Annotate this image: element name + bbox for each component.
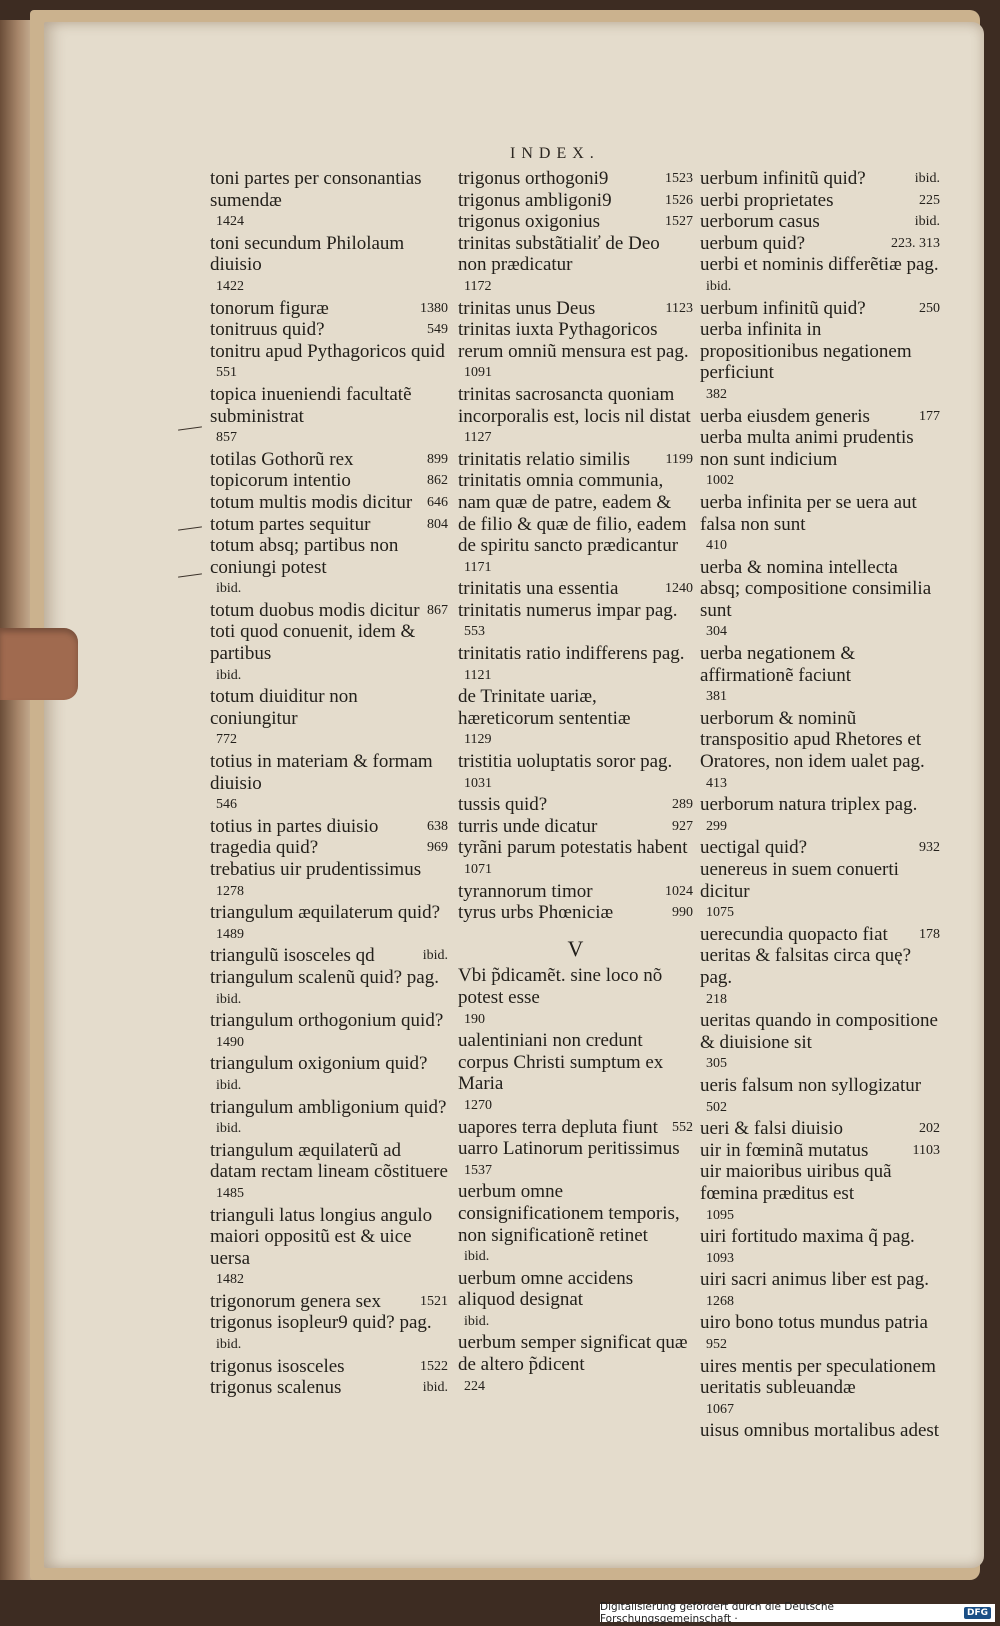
entry-page-ref: 1091: [464, 365, 492, 381]
entry-term: uenereus in suem conuerti dicitur: [700, 859, 899, 902]
entry-term: tonorum figuræ: [210, 297, 329, 319]
index-entry: [700, 319, 940, 405]
entry-page-ref: 1075: [706, 905, 734, 921]
entry-term: de Trinitate uariæ, hæreticorum sententiæ: [458, 686, 631, 729]
index-entry: [210, 859, 448, 902]
index-entry: [458, 1181, 693, 1267]
entry-term: trigonus orthogoni9: [458, 168, 609, 189]
entry-page-ref: 551: [216, 365, 237, 381]
entry-term: trigonus oxigonius: [458, 211, 600, 233]
entry-term: uerbum infinitũ quid?: [700, 297, 866, 319]
entry-page-ref: 1422: [216, 278, 244, 294]
index-entry: [210, 1312, 448, 1355]
entry-term: trebatius uir prudentissimus: [210, 859, 422, 880]
entry-term: uectigal quid?: [700, 837, 808, 859]
index-entry: [700, 1075, 940, 1118]
entry-page-ref: 1024: [665, 883, 693, 899]
entry-term: trinitatis omnia communia, nam quæ de patre, eadem & de filio & quæ de filio, eadem de spiritu sancto prædicantur: [458, 470, 687, 557]
entry-page-ref: 1240: [665, 581, 693, 597]
index-entry: [210, 1356, 448, 1378]
index-entry: [210, 470, 448, 492]
index-entry: [458, 751, 693, 794]
entry-page-ref: ibid.: [216, 1077, 242, 1093]
entry-term: totum multis modis dicitur: [210, 491, 413, 513]
entry-page-ref: 1482: [216, 1272, 244, 1288]
entry-term: uerbum quid?: [700, 232, 806, 254]
entry-page-ref: 1490: [216, 1034, 244, 1050]
index-entry: [458, 686, 693, 751]
section-letter-v: V: [567, 935, 584, 961]
entry-page-ref: 289: [672, 797, 693, 813]
entry-term: trigonus isopleur9 quid? pag.: [210, 1312, 432, 1334]
entry-term: totius in partes diuisio: [210, 815, 379, 837]
entry-term: uerba infinita in propositionibus negationem perficiunt: [700, 319, 912, 384]
index-entry: [210, 837, 448, 859]
entry-term: uerborum & nominũ transpositio apud Rhetores et Oratores, non idem ualet pag.: [700, 707, 925, 773]
index-entry: [700, 837, 940, 859]
entry-term: triangulum oxigonium quid?: [210, 1053, 428, 1075]
index-entry: [700, 1140, 940, 1162]
index-entry: [700, 406, 940, 428]
index-entry: [458, 298, 693, 320]
entry-page-ref: 862: [427, 473, 448, 489]
entry-page-ref: 1172: [464, 278, 492, 294]
index-entry: [458, 1117, 693, 1139]
entry-page-ref: 1093: [706, 1250, 734, 1266]
entry-page-ref: 1485: [216, 1185, 244, 1201]
index-entry: [458, 816, 693, 838]
entry-page-ref: 1103: [912, 1142, 940, 1158]
entry-term: tussis quid?: [458, 794, 548, 816]
entry-term: uerborum casus: [700, 211, 820, 233]
entry-term: uerba multa animi prudentis non sunt indicium: [700, 427, 914, 470]
entry-page-ref: 1537: [464, 1162, 492, 1178]
entry-term: uerbi et nominis differẽtiæ pag.: [700, 254, 939, 276]
index-entry: [210, 341, 448, 384]
index-entry: [700, 1356, 940, 1421]
entry-term: ueritas quando in compositione & diuisione sit: [700, 1010, 938, 1053]
book-clasp: [0, 628, 78, 700]
entry-term: triangulum æquilaterũ ad datam rectam lineam cõstituere: [210, 1139, 448, 1183]
index-entry: [210, 168, 448, 233]
index-entry: [700, 1312, 940, 1355]
entry-page-ref: ibid.: [216, 581, 242, 597]
entry-page-ref: 1171: [464, 559, 492, 575]
entry-page-ref: 1489: [216, 926, 244, 942]
entry-page-ref: ibid.: [914, 214, 940, 230]
entry-term: triangulum æquilaterum quid?: [210, 902, 441, 924]
index-column-middle-t: [458, 168, 693, 924]
entry-page-ref: 304: [706, 624, 727, 640]
entry-term: uisus omnibus mortalibus adest: [700, 1420, 940, 1442]
index-column-left: [210, 168, 448, 1399]
index-entry: [700, 1269, 940, 1312]
entry-page-ref: 1526: [665, 192, 693, 208]
index-entry: [458, 1332, 693, 1397]
entry-page-ref: 1095: [706, 1207, 734, 1223]
entry-term: uir maioribus uiribus quã fœmina præditus est: [700, 1161, 892, 1204]
entry-page-ref: 1129: [464, 732, 492, 748]
index-entry: [458, 965, 693, 1030]
dfg-logo: DFG: [964, 1607, 991, 1619]
entry-page-ref: 772: [216, 732, 237, 748]
entry-term: topicorum intentio: [210, 470, 351, 492]
entry-term: tyrannorum timor: [458, 880, 593, 902]
entry-page-ref: 1527: [665, 214, 693, 230]
entry-term: totum partes sequitur: [210, 513, 371, 535]
entry-term: uerbum omne accidens aliquod designat: [458, 1267, 634, 1311]
entry-term: turris unde dicatur: [458, 815, 598, 837]
entry-page-ref: 857: [216, 430, 237, 446]
index-entry: [700, 1010, 940, 1075]
index-entry: [210, 600, 448, 622]
entry-term: uiro bono totus mundus patria: [700, 1312, 928, 1334]
entry-term: triangulum orthogonium quid?: [210, 1010, 444, 1032]
index-entry: [700, 643, 940, 708]
entry-term: uerba eiusdem generis: [700, 405, 870, 427]
entry-page-ref: 1031: [464, 775, 492, 791]
entry-term: trinitas iuxta Pythagoricos rerum omniũ mensura est pag.: [458, 319, 689, 362]
index-entry: [700, 945, 940, 1010]
entry-term: Vbi p̃dicamẽt. sine loco nõ potest esse: [458, 965, 663, 1008]
entry-page-ref: ibid.: [216, 1337, 242, 1353]
index-entry: [210, 751, 448, 816]
entry-page-ref: ibid.: [216, 991, 242, 1007]
index-entry: [700, 427, 940, 492]
entry-page-ref: 1067: [706, 1401, 734, 1417]
entry-term: trinitatis ratio indifferens pag.: [458, 643, 685, 665]
index-entry: [210, 945, 448, 967]
entry-page-ref: 552: [672, 1119, 693, 1135]
index-entry: [700, 1118, 940, 1140]
index-entry: [458, 449, 693, 471]
entry-term: ueri & falsi diuisio: [700, 1118, 844, 1140]
entry-term: triangulum scalenũ quid? pag.: [210, 966, 439, 988]
index-entry: [210, 319, 448, 341]
entry-term: trianguli latus longius angulo maiori oppositũ est & uice uersa: [210, 1204, 433, 1269]
entry-term: tristitia uoluptatis soror pag.: [458, 751, 673, 773]
entry-term: tragedia quid?: [210, 837, 319, 859]
entry-page-ref: ibid.: [464, 1313, 490, 1329]
index-entry: [458, 881, 693, 903]
index-entry: [458, 1138, 693, 1181]
entry-page-ref: ibid.: [422, 1380, 448, 1396]
entry-term: uerecundia quopacto fiat: [700, 923, 888, 945]
index-entry: [700, 1420, 940, 1442]
index-entry: [210, 1140, 448, 1205]
index-entry: [700, 298, 940, 320]
entry-term: trinitas sacrosancta quoniam incorporalis est, locis nil distat: [458, 383, 691, 427]
entry-page-ref: 1270: [464, 1097, 492, 1113]
index-entry: [210, 967, 448, 1010]
entry-term: trigonorum genera sex: [210, 1290, 381, 1312]
entry-page-ref: 202: [919, 1121, 940, 1137]
entry-page-ref: 1523: [665, 171, 693, 186]
entry-page-ref: 382: [706, 386, 727, 402]
entry-term: trinitatis relatio similis: [458, 448, 631, 470]
index-entry: [210, 686, 448, 751]
entry-term: uerba & nomina intellecta absq; compositione consimilia sunt: [700, 556, 932, 621]
entry-page-ref: 223. 313: [891, 235, 940, 251]
entry-term: uerborum natura triplex pag.: [700, 794, 918, 816]
entry-term: ueritas & falsitas circa quę? pag.: [700, 945, 912, 988]
entry-term: ueris falsum non syllogizatur: [700, 1074, 922, 1096]
entry-page-ref: ibid.: [216, 1121, 242, 1137]
index-entry: [700, 794, 940, 837]
entry-term: tyrãni parum potestatis habent: [458, 837, 688, 859]
index-entry: [458, 578, 693, 600]
index-entry: [700, 211, 940, 233]
entry-term: uires mentis per speculationem ueritatis subleuandæ: [700, 1355, 936, 1399]
index-entry: [700, 1161, 940, 1226]
entry-term: totum duobus modis dicitur: [210, 599, 420, 621]
index-entry: [700, 924, 940, 946]
entry-page-ref: 1199: [665, 451, 693, 467]
entry-term: trinitatis numerus impar pag.: [458, 599, 678, 621]
index-entry: [210, 1097, 448, 1140]
index-entry: [700, 233, 940, 255]
entry-term: uerbi proprietates: [700, 189, 834, 211]
entry-term: trinitas unus Deus: [458, 297, 596, 319]
entry-page-ref: 969: [427, 840, 448, 856]
entry-page-ref: 549: [427, 322, 448, 338]
entry-page-ref: 410: [706, 538, 727, 554]
entry-page-ref: 1380: [420, 300, 448, 316]
entry-page-ref: 1521: [420, 1293, 448, 1309]
entry-page-ref: 1121: [464, 667, 492, 683]
index-entry: [458, 168, 693, 190]
index-entry: [458, 1030, 693, 1116]
entry-term: trigonus isosceles: [210, 1355, 345, 1377]
entry-term: trinitas substãtialiť de Deo non prædicatur: [458, 232, 660, 276]
index-entry: [210, 1205, 448, 1291]
digitization-footer: [600, 1601, 995, 1625]
entry-term: triangulũ isosceles qd: [210, 945, 375, 967]
entry-term: uerba infinita per se uera aut falsa non sunt: [700, 491, 917, 535]
entry-page-ref: 250: [919, 300, 940, 316]
index-entry: [458, 643, 693, 686]
entry-page-ref: 952: [706, 1337, 727, 1353]
entry-term: uerba negationem & affirmationẽ faciunt: [700, 643, 856, 686]
entry-page-ref: 1002: [706, 473, 734, 489]
index-entry: [458, 384, 693, 449]
entry-term: totius in materiam & formam diuisio: [210, 751, 433, 794]
entry-page-ref: 1522: [420, 1358, 448, 1374]
entry-term: uerbum infinitũ quid?: [700, 168, 866, 189]
entry-page-ref: 224: [464, 1378, 485, 1394]
entry-page-ref: 1127: [464, 430, 492, 446]
index-column-right: [700, 168, 940, 1442]
index-entry: [458, 902, 693, 924]
entry-term: topica inueniendi facultatẽ subministrat: [210, 383, 412, 427]
entry-page-ref: 1278: [216, 883, 244, 899]
entry-page-ref: ibid.: [422, 948, 448, 964]
index-entry: [700, 190, 940, 212]
index-entry: [210, 621, 448, 686]
entry-page-ref: 305: [706, 1056, 727, 1072]
index-entry: [458, 319, 693, 384]
entry-page-ref: 990: [672, 905, 693, 921]
entry-page-ref: 867: [427, 602, 448, 618]
entry-page-ref: ibid.: [464, 1249, 490, 1265]
entry-page-ref: 178: [919, 926, 940, 942]
index-entry: [210, 449, 448, 471]
entry-page-ref: 502: [706, 1099, 727, 1115]
entry-page-ref: 1123: [665, 300, 693, 316]
running-head: INDEX.: [510, 145, 600, 162]
index-entry: [458, 233, 693, 298]
entry-page-ref: 177: [919, 408, 940, 424]
entry-term: uerbum semper significat quæ de altero p̃dicent: [458, 1332, 688, 1376]
entry-term: uiri fortitudo maxima q̃ pag.: [700, 1226, 915, 1248]
footer-text: Digitalisierung gefördert durch die Deutsche Forschungsgemeinschaft ·: [600, 1601, 834, 1625]
entry-term: uir in fœminã mutatus: [700, 1139, 869, 1161]
entry-term: ualentiniani non credunt corpus Christi sumptum ex Maria: [458, 1030, 664, 1095]
index-entry: [210, 298, 448, 320]
entry-page-ref: 899: [427, 451, 448, 467]
entry-page-ref: 804: [427, 516, 448, 532]
entry-page-ref: 225: [919, 192, 940, 208]
entry-term: tonitru apud Pythagoricos quid: [210, 340, 445, 362]
index-entry: [210, 902, 448, 945]
index-column-middle-v: [458, 965, 693, 1397]
index-entry: [700, 708, 940, 794]
entry-term: toni secundum Philolaum diuisio: [210, 232, 405, 276]
index-column-middle: [458, 168, 693, 1397]
entry-page-ref: 932: [919, 840, 940, 856]
index-entry: [700, 557, 940, 643]
entry-term: uarro Latinorum peritissimus: [458, 1138, 680, 1160]
entry-term: tyrus urbs Phœniciæ: [458, 902, 614, 924]
index-entry: [210, 535, 448, 600]
entry-term: toti quod conuenit, idem & partibus: [210, 621, 416, 665]
index-entry: [458, 794, 693, 816]
entry-page-ref: 413: [706, 775, 727, 791]
entry-page-ref: ibid.: [216, 667, 242, 683]
entry-term: trigonus ambligoni9: [458, 189, 612, 211]
entry-term: triangulum ambligonium quid?: [210, 1096, 447, 1118]
entry-page-ref: 1424: [216, 214, 244, 230]
entry-page-ref: ibid.: [914, 171, 940, 186]
index-entry: [210, 1377, 448, 1399]
entry-term: totum diuiditur non coniungitur: [210, 686, 358, 729]
entry-page-ref: 1071: [464, 862, 492, 877]
entry-page-ref: 190: [464, 1011, 485, 1027]
entry-term: uapores terra depluta fiunt: [458, 1116, 658, 1138]
index-entry: [700, 859, 940, 924]
entry-term: uiri sacri animus liber est pag.: [700, 1269, 929, 1291]
index-entry: [210, 1010, 448, 1053]
entry-page-ref: 927: [672, 818, 693, 834]
index-entry: [700, 254, 940, 297]
entry-term: trinitatis una essentia: [458, 578, 619, 600]
entry-page-ref: 299: [706, 818, 727, 834]
index-entry: [458, 190, 693, 212]
index-entry: [210, 1291, 448, 1313]
entry-page-ref: 546: [216, 797, 237, 813]
entry-term: uerbum omne consignificationem temporis, non significationẽ retinet: [458, 1181, 680, 1246]
entry-term: totilas Gothorũ rex: [210, 448, 354, 470]
entry-page-ref: 381: [706, 689, 727, 705]
entry-term: trigonus scalenus: [210, 1377, 342, 1399]
entry-page-ref: ibid.: [706, 278, 732, 294]
index-entry: [458, 837, 693, 880]
entry-page-ref: 1268: [706, 1293, 734, 1309]
index-entry: [700, 1226, 940, 1269]
index-entry: [210, 514, 448, 536]
entry-term: toni partes per consonantias sumendæ: [210, 168, 422, 211]
entry-term: tonitruus quid?: [210, 319, 325, 341]
entry-page-ref: 218: [706, 991, 727, 1007]
index-entry: [210, 384, 448, 449]
entry-term: totum absq; partibus non coniungi potest: [210, 535, 399, 578]
index-entry: [458, 211, 693, 233]
index-entry: [458, 470, 693, 578]
index-entry: [210, 816, 448, 838]
index-entry: [210, 492, 448, 514]
entry-page-ref: 638: [427, 818, 448, 834]
index-entry: [458, 600, 693, 643]
index-entry: [458, 1268, 693, 1333]
index-entry: [700, 168, 940, 190]
entry-page-ref: 646: [427, 494, 448, 510]
index-entry: [210, 1053, 448, 1096]
entry-page-ref: 553: [464, 624, 485, 640]
index-entry: [700, 492, 940, 557]
index-entry: [210, 233, 448, 298]
